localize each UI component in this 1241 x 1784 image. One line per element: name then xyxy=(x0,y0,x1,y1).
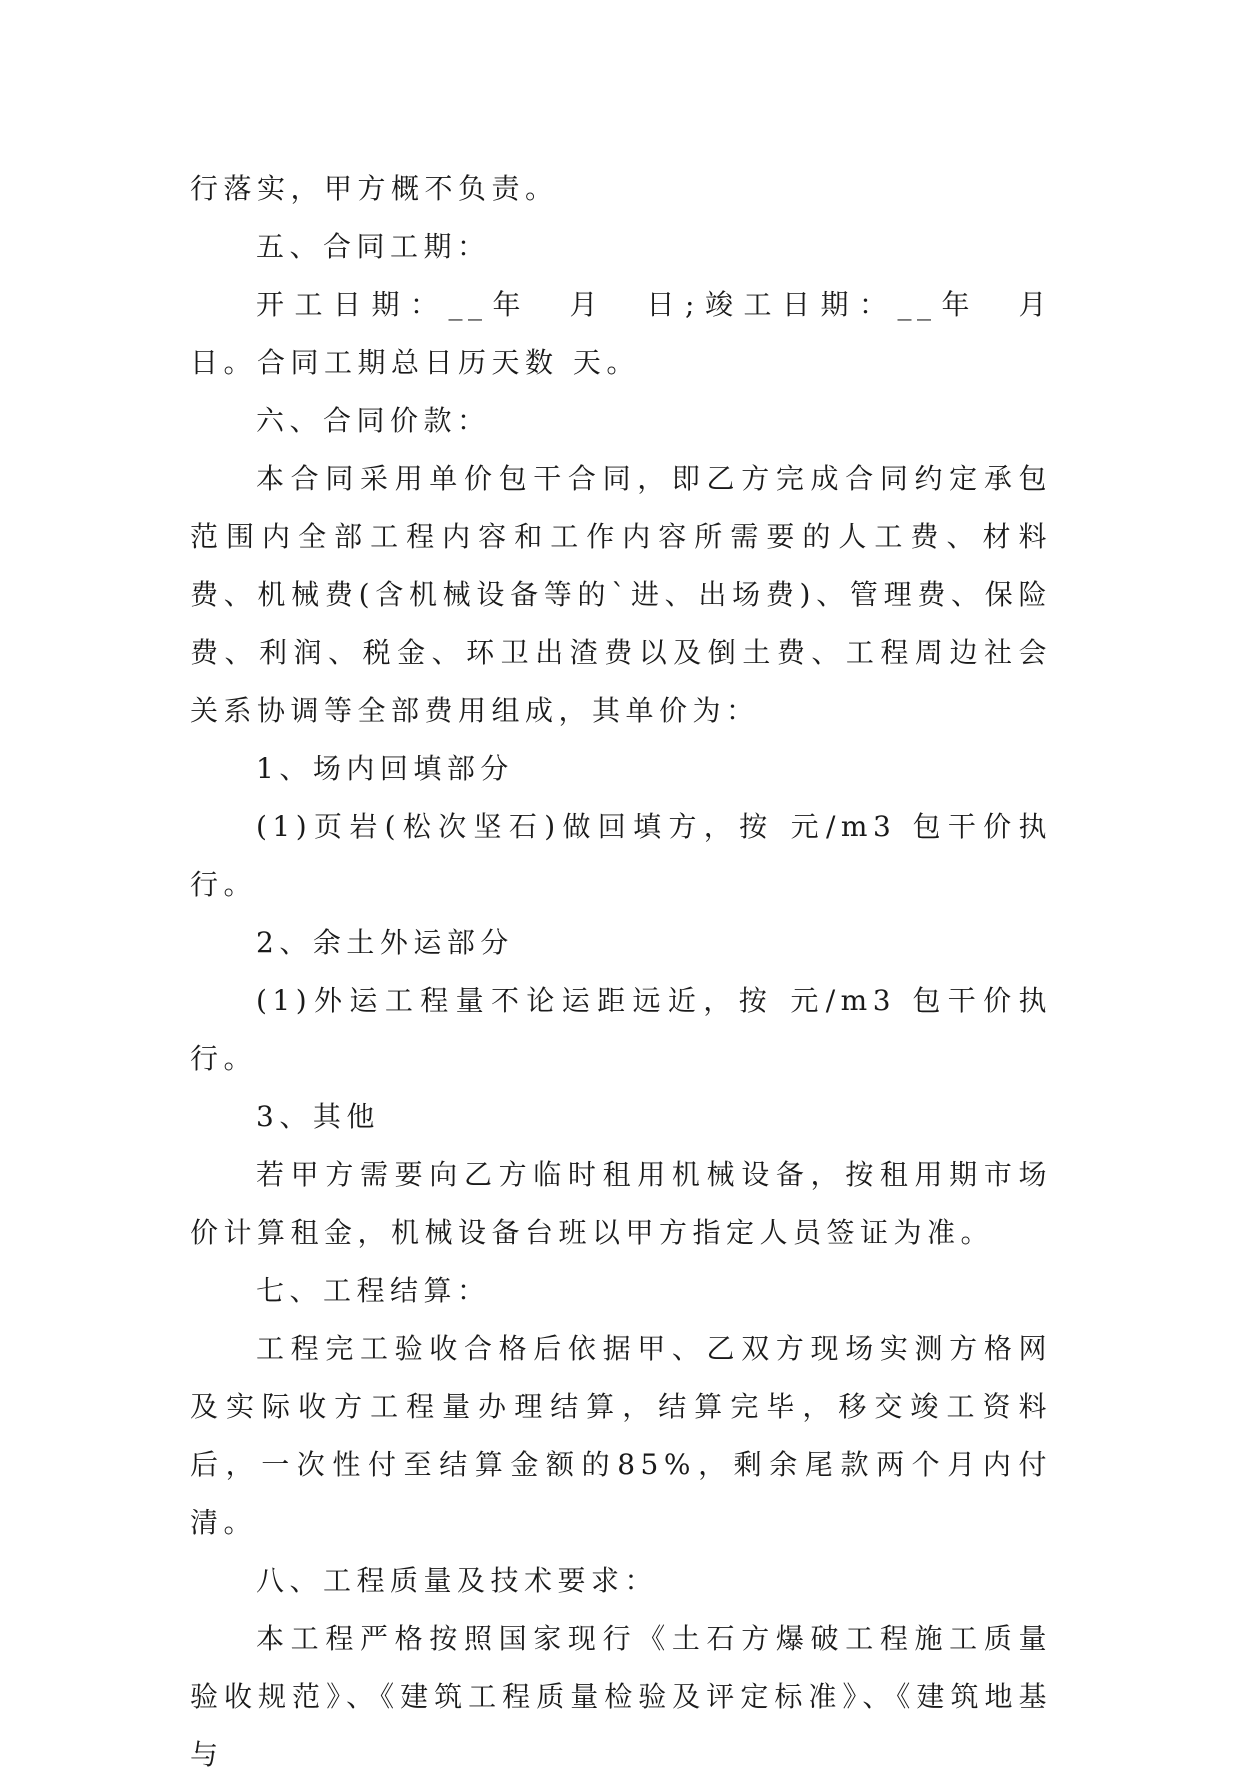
section-heading-contract-period: 五、合同工期： xyxy=(256,230,491,263)
document-body xyxy=(190,160,1086,1784)
subheading-backfill: 1、场内回填部分 xyxy=(256,752,514,785)
paragraph-unit-price-contract: 本合同采用单价包干合同，即乙方完成合同约定承包范围内全部工程内容和工作内容所需要的人工费、材料费、机械费(含机械设备等的`进、出场费)、管理费、保险费、利润、税金、环卫出渣费以及倒土费、工程周边社会关系协调等全部费用组成，其单价为： xyxy=(190,462,1052,727)
section-heading-quality: 八、工程质量及技术要求： xyxy=(256,1564,659,1597)
paragraph-settlement: 工程完工验收合格后依据甲、乙双方现场实测方格网及实际收方工程量办理结算，结算完毕，移交竣工资料后，一次性付至结算金额的85%，剩余尾款两个月内付清。 xyxy=(190,1332,1052,1539)
paragraph-start-completion-dates: 开工日期：__年 月 日;竣工日期：__年 月 日。合同工期总日历天数 天。 xyxy=(190,288,1086,379)
section-heading-settlement: 七、工程结算： xyxy=(256,1274,491,1307)
section-heading-contract-price: 六、合同价款： xyxy=(256,404,491,437)
paragraph-continuation: 行落实，甲方概不负责。 xyxy=(190,172,559,205)
subheading-soil-haulage: 2、余土外运部分 xyxy=(256,926,514,959)
paragraph-quality-standards: 本工程严格按照国家现行《土石方爆破工程施工质量验收规范》、《建筑工程质量检验及评定标准》、《建筑地基与 xyxy=(190,1622,1052,1771)
subheading-other: 3、其他 xyxy=(256,1100,380,1133)
paragraph-equipment-rental: 若甲方需要向乙方临时租用机械设备，按租用期市场价计算租金，机械设备台班以甲方指定人员签证为准。 xyxy=(190,1158,1052,1249)
paragraph-backfill-price: (1)页岩(松次坚石)做回填方，按 元/m3 包干价执行。 xyxy=(190,810,1052,901)
paragraph-haulage-price: (1)外运工程量不论运距远近，按 元/m3 包干价执行。 xyxy=(190,984,1052,1075)
